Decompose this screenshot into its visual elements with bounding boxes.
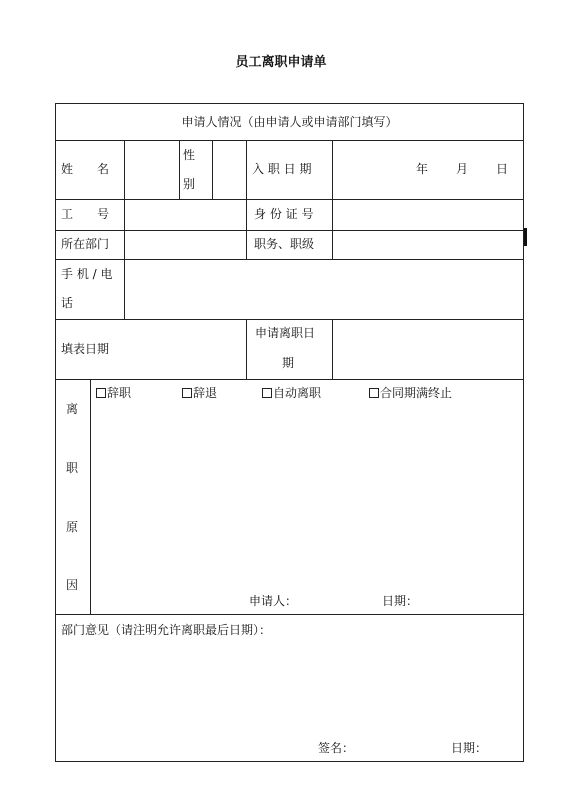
resign-date-field[interactable] [333,320,523,379]
gender-label-2: 别 [183,177,196,191]
phone-label-2: 话 [61,296,74,310]
reason-label-char: 职 [66,461,79,475]
checkbox-icon[interactable] [369,388,379,398]
option-resign[interactable]: 辞职 [96,384,131,402]
phone-field[interactable] [125,260,523,319]
name-label: 姓 名 [61,162,110,176]
option-contract-end[interactable]: 合同期满终止 [369,384,452,402]
employee-no-label: 工 号 [61,207,110,221]
position-label: 职务、职级 [254,237,315,251]
reason-label-char: 因 [66,578,79,592]
dept-opinion-label: 部门意见（请注明允许离职最后日期）： [61,623,272,637]
section-header: 申请人情况（由申请人或申请部门填写） [181,115,398,129]
col-divider [179,140,180,199]
gender-label: 性 [183,148,196,162]
col-divider [246,319,247,379]
applicant-label: 申请人： [249,594,298,608]
checkbox-icon[interactable] [96,388,106,398]
col-divider [246,140,247,260]
hire-date-day: 日 [496,162,509,176]
hire-date-year: 年 [416,162,429,176]
phone-label: 手 机 / 电 [61,267,113,281]
hire-date-month: 月 [456,162,469,176]
option-self-leave[interactable]: 自动离职 [262,384,321,402]
hire-date-label: 入 职 日 期 [252,162,312,176]
fill-date-field[interactable] [125,320,246,379]
department-label: 所在部门 [61,237,110,251]
row-divider [56,614,523,615]
department-field[interactable] [125,231,246,259]
fill-date-label: 填表日期 [61,342,110,356]
reason-label-char: 离 [66,402,79,416]
id-no-label: 身 份 证 号 [254,207,314,221]
col-divider [90,379,91,614]
checkbox-icon[interactable] [182,388,192,398]
signature-label: 签名： [318,741,355,755]
checkbox-icon[interactable] [262,388,272,398]
row-divider [56,379,523,380]
reason-date-label: 日期： [382,594,419,608]
gender-field[interactable] [213,141,246,199]
form-title: 员工离职申请单 [235,55,327,70]
employee-no-field[interactable] [125,200,246,230]
resign-date-label-2: 期 [282,356,295,370]
resignation-form-table [55,103,524,762]
option-dismissal[interactable]: 辞退 [182,384,217,402]
dept-opinion-field[interactable] [61,644,518,734]
opinion-date-label: 日期： [451,741,488,755]
position-field[interactable] [333,231,523,259]
name-field[interactable] [125,141,179,199]
resign-date-label: 申请离职日 [255,326,316,340]
id-no-field[interactable] [333,200,523,230]
reason-label-char: 原 [66,520,79,534]
edge-mark [524,228,527,246]
